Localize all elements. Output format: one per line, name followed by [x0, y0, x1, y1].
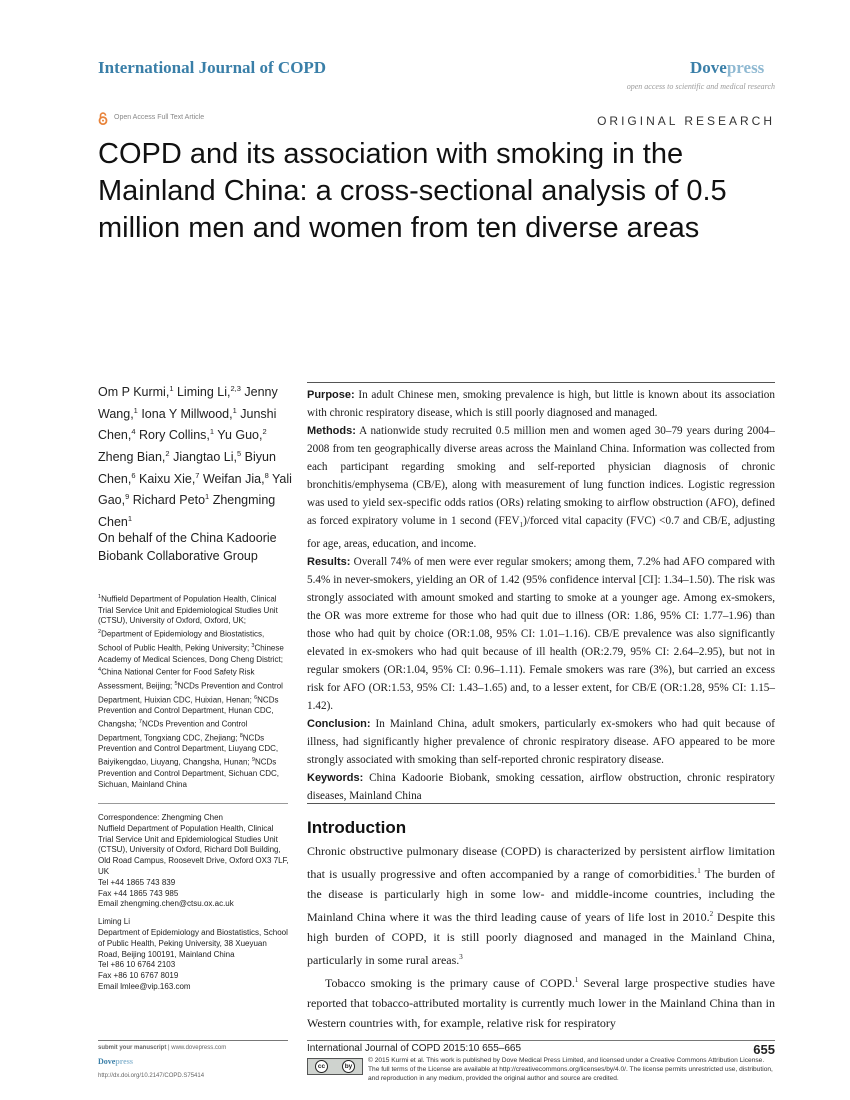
author-name: Yali Gao,	[98, 471, 292, 508]
affiliation-number: 6	[254, 694, 258, 701]
publisher-logo-part2: press	[726, 58, 765, 77]
affiliation-number: 3	[251, 642, 255, 649]
author-affiliation-mark: 1	[205, 492, 210, 502]
correspondence-line: Email lmlee@vip.163.com	[98, 981, 191, 991]
footer-right-rule	[307, 1040, 775, 1041]
author-affiliation-mark: 1	[133, 405, 138, 415]
abstract-keywords-label: Keywords:	[307, 772, 364, 785]
intro-p2-text-b: Several large prospective studies have reported that tobacco-attributed mortality is currently much lower in the Mainland China than in Western countries with, for example, relative risk for respiratory	[307, 976, 775, 1030]
intro-p1-ref-2: 2	[709, 910, 714, 918]
affiliations-divider	[98, 803, 288, 804]
author-affiliation-mark: 2,3	[230, 384, 241, 393]
introduction-paragraph-2	[307, 970, 775, 1033]
footer-publisher-logo	[98, 1057, 133, 1066]
abstract-methods-a: A nationwide study recruited 0.5 million men and women aged 30–79 years during 2004–2008 from ten geographically diverse areas across the Mainland China. Information was collected from each participant regarding smoking and self-reported physician diagnosis of chronic bronchitis/emphysema (CB/E), along with measurement of lung function indices. Logistic regression was used to yield sex-specific odds ratios (ORs) relating smoking to airflow obstruction (AFO), defined as forced expiratory volume in 1 second (FEV	[307, 425, 775, 528]
author-name: Jiangtao Li,	[173, 450, 238, 465]
author-name: Biyun Chen,	[98, 450, 276, 486]
author-affiliation-mark: 1	[127, 513, 133, 523]
license-statement: © 2015 Kurmi et al. This work is published by Dove Medical Press Limited, and licensed under a Creative Commons Attribution License. The full terms of the License are available at http://creativecommons.org/licenses/by/4.0/. The license permits unrestricted use, distribution, and reproduction in any medium, provided the original author and source are credited.	[368, 1057, 773, 1083]
author-name: Om P Kurmi,	[98, 385, 170, 400]
intro-p1-text-a: Chronic obstructive pulmonary disease (COPD) is characterized by persistent airflow limitation that is usually progressive and often accompanied by a range of comorbidities.	[307, 844, 775, 881]
abstract-conclusion: In Mainland China, adult smokers, particularly ex-smokers who had quit because of illness, had significantly higher prevalence of chronic respiratory disease. AFO appeared to be more strongly associated with smoking than self-reported chronic respiratory disease.	[307, 718, 775, 767]
author-affiliation-mark: 6	[131, 470, 136, 480]
publisher-tagline: open access to scientific and medical research	[626, 82, 775, 91]
publisher-logo-part1: Dove	[690, 58, 727, 77]
author-name: Kaixu Xie,	[139, 471, 196, 486]
affiliation-text: Nuffield Department of Population Health, Clinical Trial Service Unit and Epidemiological Studies Unit (CTSU), University of Oxford, Oxford, UK;	[98, 594, 278, 626]
affiliation-text: NCDs Prevention and Control Department, Tongxiang CDC, Zhejiang;	[98, 719, 248, 743]
author-affiliation-mark: 4	[131, 427, 136, 437]
affiliation-number: 9	[251, 757, 255, 764]
affiliation-text: NCDs Prevention and Control Department, Sichuan CDC, Sichuan, Mainland China	[98, 757, 279, 789]
abstract	[307, 386, 775, 805]
author-name: Richard Peto	[132, 493, 206, 508]
correspondence-line: Tel +44 1865 743 839	[98, 877, 176, 887]
journal-name: International Journal of COPD	[98, 58, 327, 77]
affiliation-number: 4	[98, 667, 102, 674]
introduction-heading: Introduction	[307, 818, 407, 837]
author-list	[98, 380, 293, 532]
author-name: Weifan Jia,	[202, 471, 265, 486]
author-affiliation-mark: 1	[209, 427, 215, 437]
on-behalf-group: On behalf of the China Kadoorie Biobank Collaborative Group	[98, 531, 277, 563]
abstract-conclusion-label: Conclusion:	[307, 718, 371, 731]
abstract-methods-b: )/forced vital capacity (FVC) <0.7 and CB/E, adjusting for age, areas, education, and income.	[307, 515, 775, 550]
footer-logo-part2: press	[115, 1057, 133, 1066]
submit-manuscript-line	[98, 1045, 226, 1051]
publisher-logo	[690, 58, 764, 78]
introduction-body	[307, 841, 775, 1033]
author-affiliation-mark: 1	[169, 384, 174, 393]
affiliation-text: Department of Epidemiology and Biostatistics, School of Public Health, Peking University;	[98, 630, 265, 653]
author-name: Zheng Bian,	[98, 450, 166, 465]
author-name: Yu Guo,	[217, 428, 263, 443]
intro-p1-text-c: Despite this high burden of COPD, it is still poorly diagnosed and managed in the Mainland China, particularly in some rural areas.	[307, 910, 775, 967]
author-name: Jenny Wang,	[98, 385, 278, 421]
correspondence-line: Tel +86 10 6764 2103	[98, 960, 176, 970]
affiliation-number: 2	[98, 629, 102, 636]
correspondence-line: Fax +86 10 6767 8019	[98, 971, 179, 981]
footer-logo-part1: Dove	[98, 1057, 116, 1066]
abstract-top-rule	[307, 382, 775, 383]
author-name: Zhengming Chen	[98, 493, 276, 530]
page-number: 655	[753, 1042, 775, 1057]
abstract-keywords: China Kadoorie Biobank, smoking cessation, airflow obstruction, chronic respiratory diseases, Mainland China	[307, 772, 776, 803]
article-type: ORIGINAL RESEARCH	[597, 114, 775, 128]
open-access-label: Open Access Full Text Article	[114, 114, 205, 121]
intro-p2-ref-1: 1	[574, 976, 579, 984]
affiliation-text: China National Center for Food Safety Risk Assessment, Beijing;	[98, 668, 255, 691]
affiliation-number: 7	[138, 719, 142, 725]
affiliation-text: NCDs Prevention and Control Department, Hunan CDC, Changsha;	[98, 695, 279, 729]
correspondence-line: Department of Epidemiology and Biostatistics, School of Public Health, Peking University, 38 Xueyuan Road, Beijing 100191, Mainland China	[98, 927, 288, 959]
author-name: Iona Y Millwood,	[141, 406, 233, 421]
submit-manuscript-link[interactable]: www.dovepress.com	[171, 1045, 227, 1051]
abstract-results-label: Results:	[307, 555, 351, 568]
intro-p1-ref-3: 3	[459, 953, 463, 961]
author-affiliation-mark: 8	[264, 470, 269, 480]
author-name: Liming Li,	[176, 385, 231, 400]
cc-icon: cc	[315, 1060, 328, 1073]
correspondence-contact-1	[98, 824, 290, 910]
correspondence-line: Fax +44 1865 743 985	[98, 888, 179, 898]
attribution-icon: by	[342, 1060, 355, 1073]
affiliation-number: 1	[98, 594, 102, 600]
creative-commons-badge-icon[interactable]	[307, 1058, 363, 1075]
journal-citation: International Journal of COPD 2015:10 655–665	[307, 1043, 522, 1054]
author-affiliation-mark: 7	[195, 470, 200, 480]
intro-p1-ref-1: 1	[697, 867, 701, 875]
abstract-results: Overall 74% of men were ever regular smokers; among them, 7.2% had AFO compared with 5.4% in never-smokers, yielding an OR of 1.42 (95% confidence interval [CI]: 1.34–1.50). The risk was strongly associated with amount smoked and starting to smoke at a younger age. Among ex-smokers, the OR was more extreme for those who had quit due to illness (OR: 1.86, 95% CI: 1.77–1.96) than those who had quit by choice (OR:1.08, 95% CI: 1.01–1.16). CB/E prevalence was also significantly elevated in ex-smokers who had quit because of ill health (OR:2.79, 95% CI: 2.64–2.95), but not in regular smokers (OR:1.04, 95% CI: 0.96–1.11). Female smokers was rare (3%), but carried an excess risk for AFO (OR:1.53, 95% CI: 1.43–1.65) and, to a lesser extent, for CB/E (OR:1.28, 95% CI: 1.15–1.42).	[307, 555, 776, 713]
intro-p2-text-a: Tobacco smoking is the primary cause of COPD.	[325, 976, 575, 990]
submit-separator: |	[166, 1045, 172, 1051]
affiliation-number: 8	[239, 732, 243, 739]
correspondence-label: Correspondence: Zhengming Chen	[98, 813, 223, 822]
affiliation-text: NCDs Prevention and Control Department, Liuyang CDC, Baiyikengdao, Liuyang, Changsha, Hunan;	[98, 733, 279, 767]
correspondence-line: Email zhengming.chen@ctsu.ox.ac.uk	[98, 899, 234, 909]
abstract-methods-subscript: 1	[519, 521, 524, 530]
affiliation-text: Chinese Academy of Medical Sciences, Dong Cheng District;	[98, 643, 284, 664]
open-access-lock-icon	[98, 112, 108, 125]
correspondence-line: Liming Li	[98, 917, 131, 927]
author-affiliation-mark: 5	[237, 448, 242, 458]
correspondence-block	[98, 813, 290, 993]
author-affiliation-mark: 9	[125, 492, 130, 502]
intro-p1-text-b: The burden of the disease is particularly high in some low- and middle-income countries, including the Mainland China where it was the third leading cause of years of life lost in 2010.	[307, 867, 775, 924]
article-title: COPD and its association with smoking in the Mainland China: a cross-sectional analysis of 0.5 million men and women from ten diverse areas	[98, 138, 727, 244]
affiliation-number: 5	[174, 680, 178, 687]
introduction-paragraph-1	[307, 841, 775, 970]
correspondence-contact-2	[98, 917, 290, 993]
abstract-methods-label: Methods:	[307, 425, 356, 438]
abstract-purpose: In adult Chinese men, smoking prevalence is high, but little is known about its association with chronic respiratory disease, which is still poorly diagnosed and managed.	[307, 389, 775, 420]
affiliations	[98, 592, 290, 790]
author-affiliation-mark: 2	[165, 448, 170, 458]
author-name: Rory Collins,	[139, 428, 210, 443]
doi-link[interactable]: http://dx.doi.org/10.2147/COPD.S75414	[98, 1073, 205, 1079]
abstract-bottom-rule	[307, 803, 775, 804]
author-affiliation-mark: 2	[262, 427, 267, 437]
submit-manuscript-label: submit your manuscript	[98, 1045, 167, 1051]
author-affiliation-mark: 1	[232, 405, 237, 415]
correspondence-line: Nuffield Department of Population Health, Clinical Trial Service Unit and Epidemiological Studies Unit (CTSU), University of Oxford, Richard Doll Building, Old Road Campus, Roosevelt Drive, Oxford OX3 7LF, UK	[98, 823, 289, 876]
footer-left-rule	[98, 1040, 288, 1041]
affiliation-text: NCDs Prevention and Control Department, Huixian CDC, Huixian, Henan;	[98, 681, 283, 705]
author-name: Junshi Chen,	[98, 406, 277, 443]
abstract-purpose-label: Purpose:	[307, 389, 355, 401]
